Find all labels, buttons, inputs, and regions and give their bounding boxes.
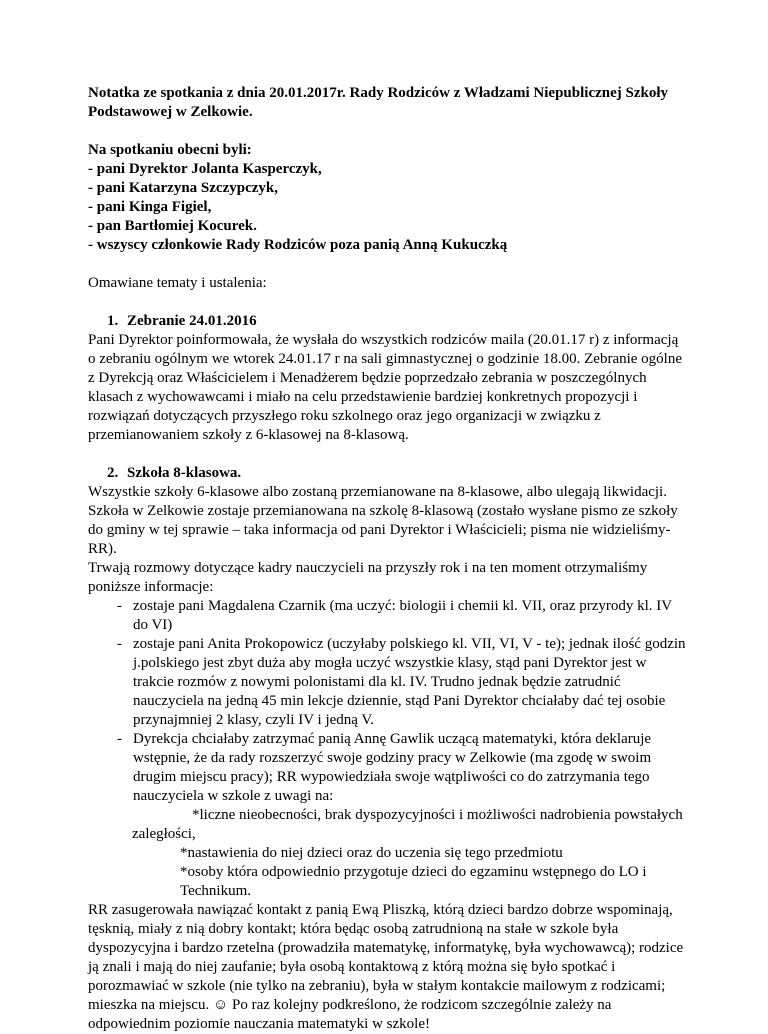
attendee-line: - pani Dyrektor Jolanta Kasperczyk, [88,161,322,177]
section-2-paragraph: Wszystkie szkoły 6-klasowe albo zostaną przemianowane na 8-klasowe, albo ulegają likwidacji. Szkoła w Zelkowie zostaje przemianowana na szkolę 8-klasową (zostało wysłane pismo ze szkoły do gminy w tej sprawie – taka informacja od pani Dyrektor i Właścicieli; pisma nie widzieliśmy- RR). [88,484,678,557]
list-item: - zostaje pani Magdalena Czarnik (ma uczyć: biologii i chemii kl. VII, oraz przyrody kl. IV do VI) [117,598,672,633]
section-2-heading [88,464,688,483]
list-item-text: zostaje pani Anita Prokopowicz (uczyłaby polskiego kl. VII, VI, V - te); jednak ilość godzin j.polskiego jest zbyt duża aby mogła uczyć wszystkie klasy, stąd pani Dyrektor jest w trakcie rozmów z nowymi polonistami dla kl. IV. Trudno jednak będzie zatrudnić nauczyciela na jedną 45 min lekcje dziennie, stąd Pani Dyrektor chciałaby dać tej osobie przynajmniej 2 klasy, czyli IV i jedną V. [133,636,686,728]
section-1-title: Zebranie 24.01.2016 [127,313,257,329]
document-body [88,84,688,1034]
list-item-text: Dyrekcja chciałaby zatrzymać panią Annę Gawlik uczącą matematyki, która deklaruje wstępnie, że da rady rozszerzyć swoje godziny pracy w Zelkowie (ma zgodę w swoim drugim miejscu pracy); RR wypowiedziała swoje wątpliwości co do zatrzymania tego nauczyciela w szkole z uwagi na: [133,731,652,804]
list-item-text: zostaje pani Magdalena Czarnik (ma uczyć: biologii i chemii kl. VII, oraz przyrody kl. IV do VI) [133,598,672,633]
attendee-line: - pani Katarzyna Szczypczyk, [88,180,278,196]
section-2-title: Szkoła 8-klasowa. [127,465,242,481]
section-2-paragraph: Trwają rozmowy dotyczące kadry nauczycieli na przyszły rok i na ten moment otrzymaliśmy poniższe informacje: [88,560,648,595]
list-item: - Dyrekcja chciałaby zatrzymać panią Annę Gawlik uczącą matematyki, która deklaruje wstępnie, że da rady rozszerzyć swoje godziny pracy w Zelkowie (ma zgodę w swoim drugim miejscu pracy); RR wypowiedziała swoje wątpliwości co do zatrzymania tego nauczyciela w szkole z uwagi na: [117,731,652,804]
topics-intro: Omawiane tematy i ustalenia: [88,275,267,291]
list-item: - zostaje pani Anita Prokopowicz (uczyłaby polskiego kl. VII, VI, V - te); jednak ilość godzin j.polskiego jest zbyt duża aby mogła uczyć wszystkie klasy, stąd pani Dyrektor jest w trakcie rozmów z nowymi polonistami dla kl. IV. Trudno jednak będzie zatrudnić nauczyciela na jedną 45 min lekcje dziennie, stąd Pani Dyrektor chciałaby dać tej osobie przynajmniej 2 klasy, czyli IV i jedną V. [117,636,686,728]
concern-item: *liczne nieobecności, brak dyspozycyjności i możliwości nadrobienia powstałych zaległości, [132,807,683,842]
concern-item: *osoby która odpowiednio przygotuje dzieci do egzaminu wstępnego do LO i [180,864,647,880]
attendee-line: - pani Kinga Figiel, [88,199,212,215]
concern-item: *nastawienia do niej dzieci oraz do uczenia się tego przedmiotu [180,845,563,861]
attendees-heading: Na spotkaniu obecni byli: [88,142,252,158]
document-title: Notatka ze spotkania z dnia 20.01.2017r. Rady Rodziców z Władzami Niepublicznej Szkoły Podstawowej w Zelkowie. [88,85,669,120]
attendee-line: - pan Bartłomiej Kocurek. [88,218,257,234]
section-2-paragraph: RR zasugerowała nawiązać kontakt z panią Ewą Pliszką, którą dzieci bardzo dobrze wspominają, tęsknią, miały z nią dobry kontakt; która będąc osobą zatrudnioną na stałe w szkole była dyspozycyjna i bardzo rzetelna (prowadziła matematykę, informatykę, była wychowawcą); rodzice ją znali i mają do niej zaufanie; była osobą kontaktową z którą można się było spotkać i porozmawiać w szkole (nie tylko na zebraniu), była w stałym kontakcie mailowym z rodzicami; mieszka na miejscu. ☺ Po raz kolejny podkreślono, że rodzicom szczególnie zależy na odpowiednim poziomie nauczania matematyki w szkole! [88,902,684,1032]
section-1-body: Pani Dyrektor poinformowała, że wysłała do wszystkich rodziców maila (20.01.17 r) z informacją o zebraniu ogólnym we wtorek 24.01.17 r na sali gimnastycznej o godzinie 18.00. Zebranie ogólne z Dyrekcją oraz Właścicielem i Menadżerem będzie poprzedzało zebrania w poszczególnych klasach z wychowawcami i miało na celu przedstawienie bardziej konkretnych propozycji i rozwiązań dotyczących przyszłego roku szkolnego oraz jego organizacji w związku z przemianowaniem szkoły z 6-klasowej na 8-klasową. [88,332,683,443]
section-2-number: 2. [107,465,119,481]
concern-item-continuation: Technikum. [180,883,252,899]
section-1-number: 1. [107,313,119,329]
section-1-heading [88,312,688,331]
attendee-line: - wszyscy członkowie Rady Rodziców poza panią Anną Kukuczką [88,237,508,253]
